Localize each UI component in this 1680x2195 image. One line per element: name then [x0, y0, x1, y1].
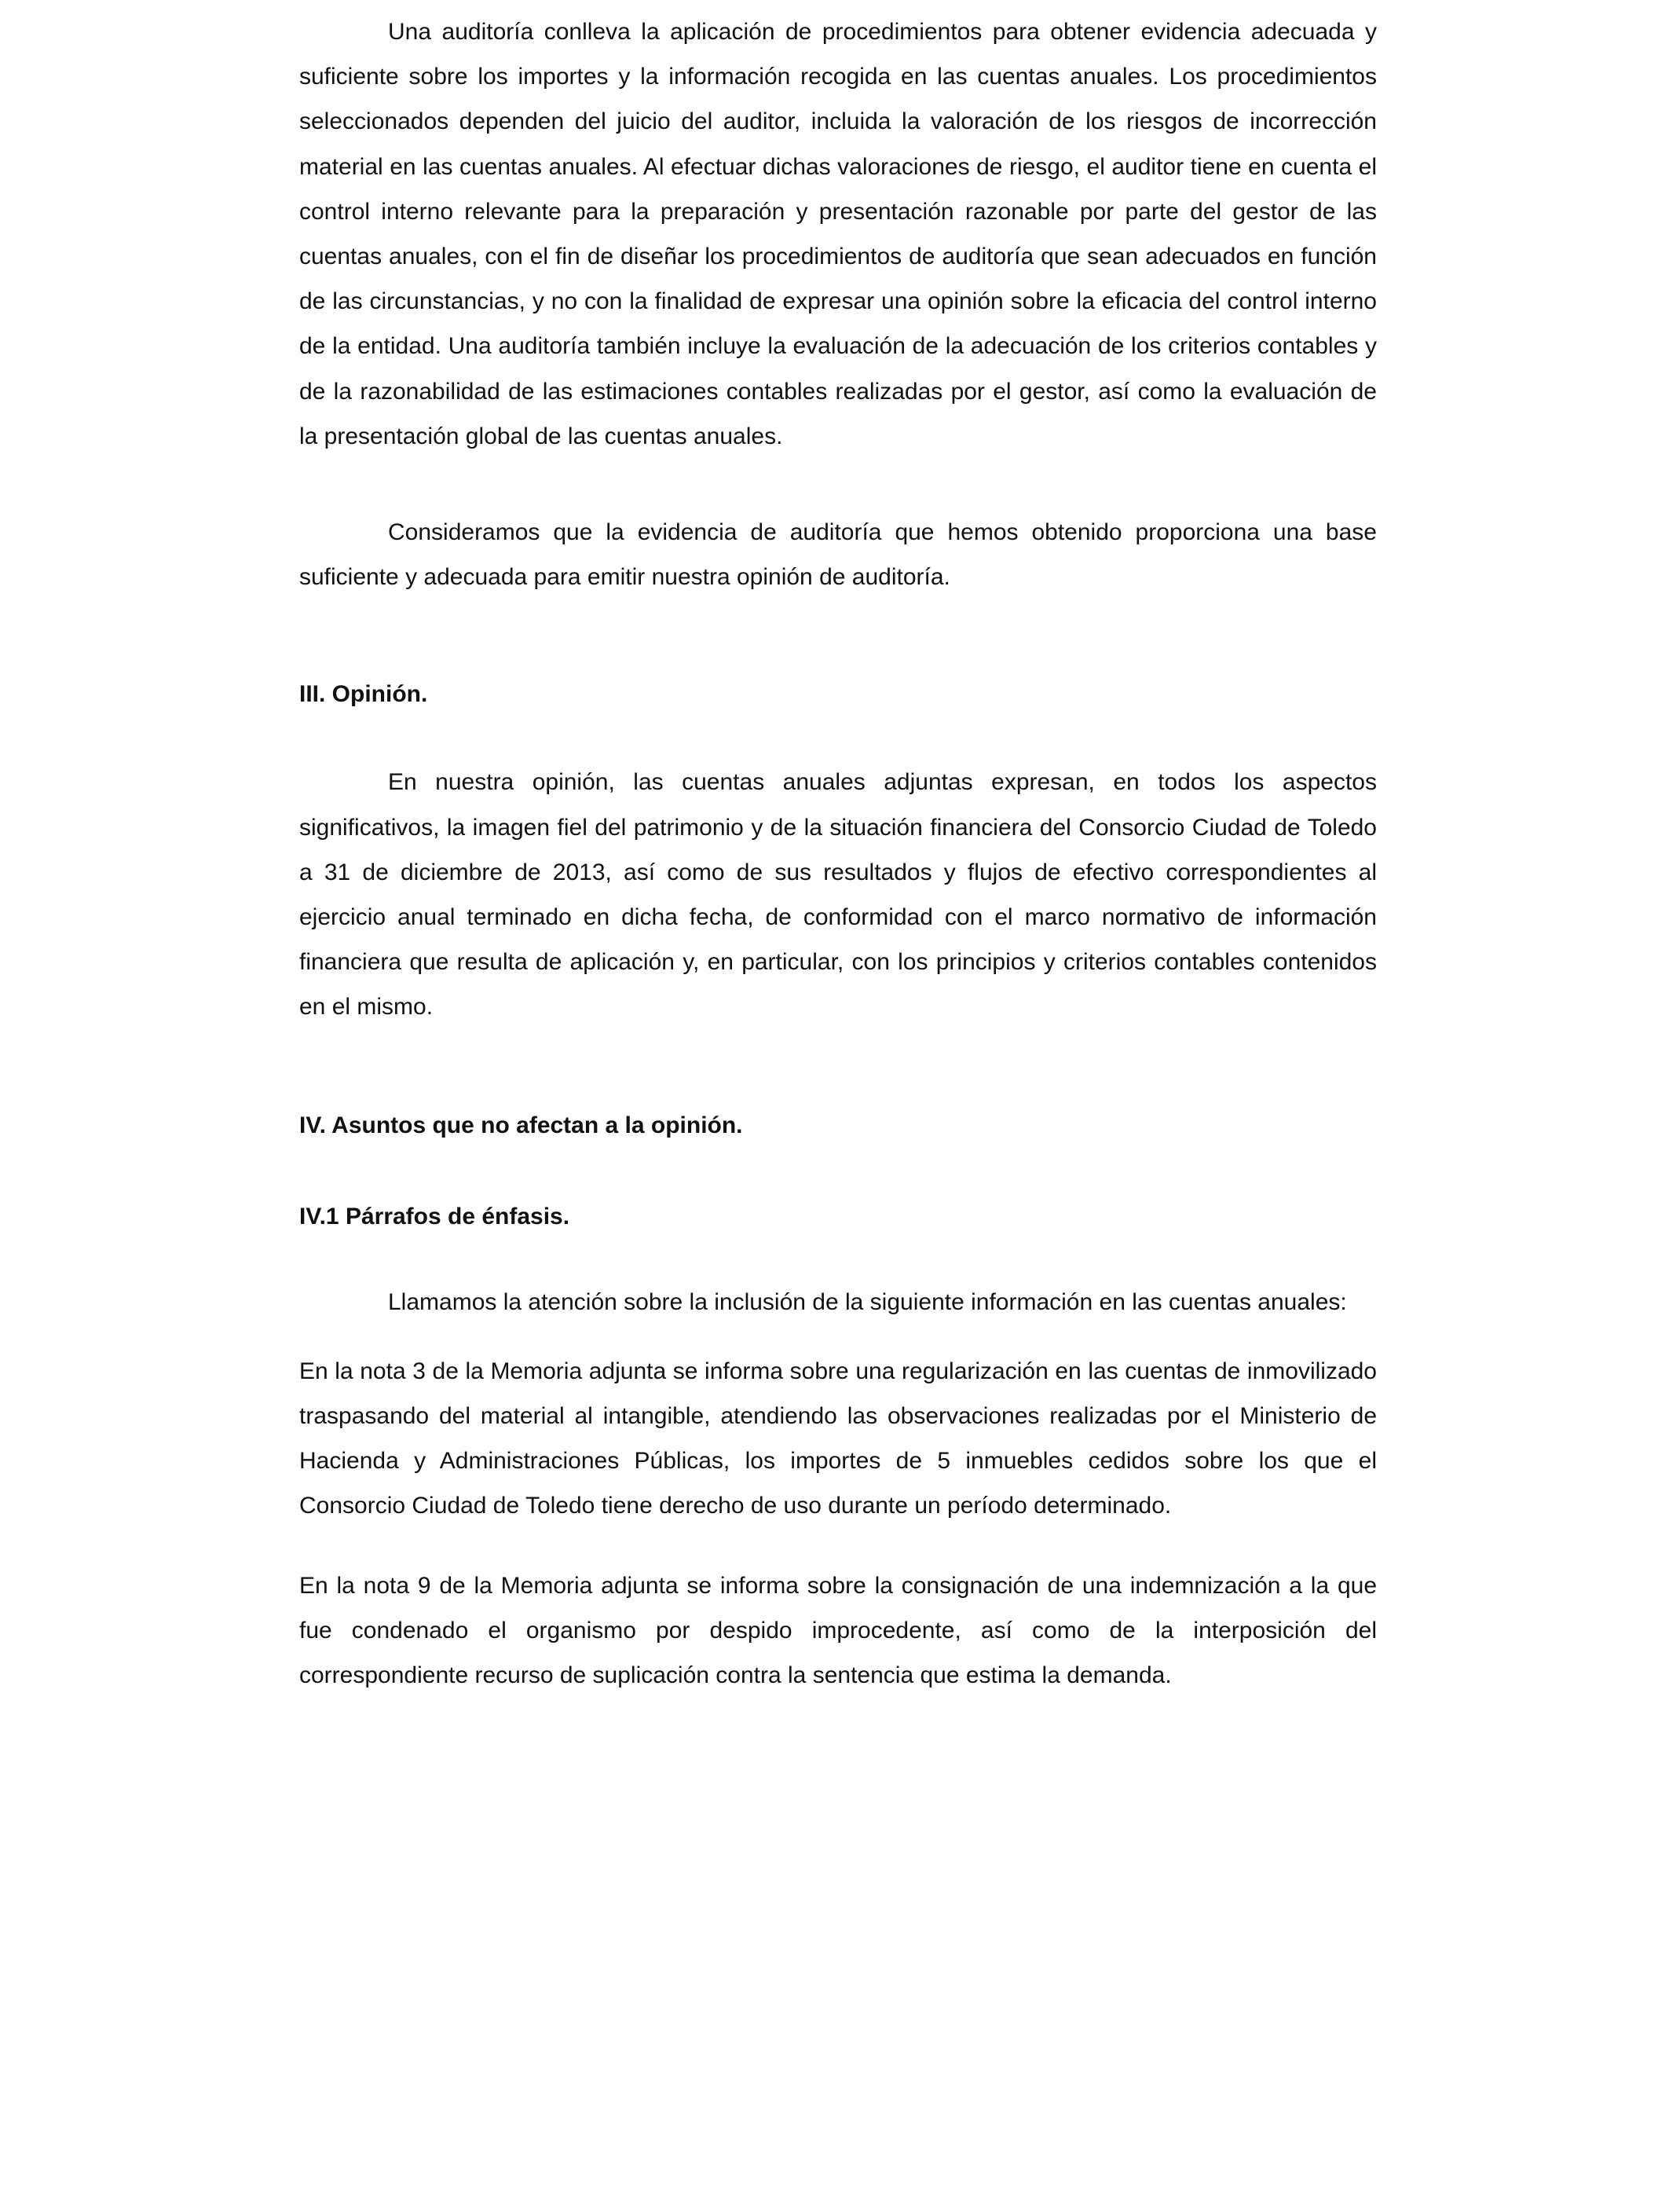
paragraph-note-9: En la nota 9 de la Memoria adjunta se informa sobre la consignación de una indemnización a la que fue condenado el organismo por despido improcedente, así como de la interposición del correspondiente recurso de suplicación contra la sentencia que estima la demanda.	[299, 1572, 1377, 1689]
document-body	[299, 9, 1377, 1698]
paragraph-opinion: En nuestra opinión, las cuentas anuales adjuntas expresan, en todos los aspectos significativos, la imagen fiel del patrimonio y de la situación financiera del Consorcio Ciudad de Toledo a 31 de diciembre de 2013, así como de sus resultados y flujos de efectivo correspondientes al ejercicio anual terminado en dicha fecha, de conformidad con el marco normativo de información financiera que resulta de aplicación y, en particular, con los principios y criterios contables contenidos en el mismo.	[299, 769, 1377, 1021]
heading-matters-not-affecting-opinion: IV. Asuntos que no afectan a la opinión.	[299, 1112, 743, 1138]
heading-opinion: III. Opinión.	[299, 681, 428, 708]
paragraph-attention: Llamamos la atención sobre la inclusión de la siguiente información en las cuentas anuales:	[388, 1288, 1347, 1315]
heading-emphasis-paragraphs: IV.1 Párrafos de énfasis.	[299, 1203, 570, 1229]
paragraph-note-3: En la nota 3 de la Memoria adjunta se informa sobre una regularización en las cuentas de inmovilizado traspasando del material al intangible, atendiendo las observaciones realizadas por el Ministerio de Hacienda y Administraciones Públicas, los importes de 5 inmuebles cedidos sobre los que el Consorcio Ciudad de Toledo tiene derecho de uso durante un período determinado.	[299, 1358, 1377, 1519]
paragraph-audit-procedures: Una auditoría conlleva la aplicación de procedimientos para obtener evidencia adecuada y suficiente sobre los importes y la información recogida en las cuentas anuales. Los procedimientos seleccionados dependen del juicio del auditor, incluida la valoración de los riesgos de incorrección material en las cuentas anuales. Al efectuar dichas valoraciones de riesgo, el auditor tiene en cuenta el control interno relevante para la preparación y presentación razonable por parte del gestor de las cuentas anuales, con el fin de diseñar los procedimientos de auditoría que sean adecuados en función de las circunstancias, y no con la finalidad de expresar una opinión sobre la eficacia del control interno de la entidad. Una auditoría también incluye la evaluación de la adecuación de los criterios contables y de la razonabilidad de las estimaciones contables realizadas por el gestor, así como la evaluación de la presentación global de las cuentas anuales.	[299, 19, 1377, 449]
paragraph-evidence: Consideramos que la evidencia de auditoría que hemos obtenido proporciona una base suficiente y adecuada para emitir nuestra opinión de auditoría.	[299, 519, 1377, 591]
